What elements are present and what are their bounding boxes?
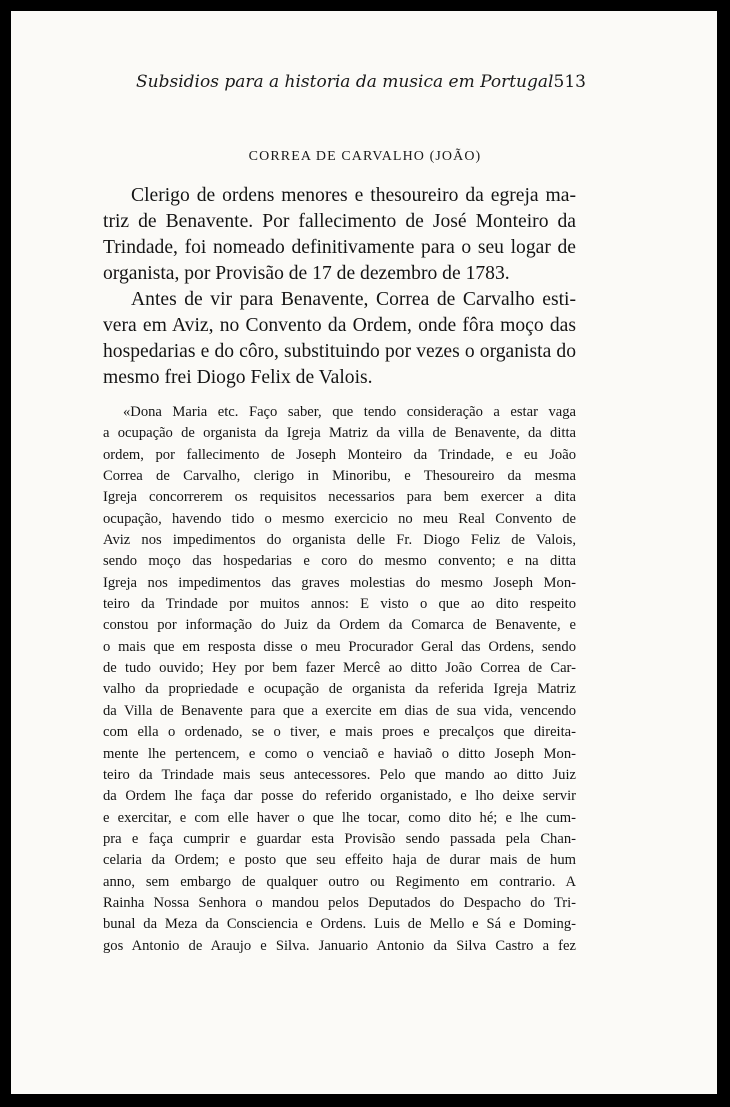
quote-line: ocupação, havendo tido o mesmo exercicio no meu Real Convento de [103, 510, 576, 527]
quote-line: da Ordem lhe faça dar posse do referido organistado, e lho deixe servir [103, 788, 576, 805]
quote-line: teiro da Trindade mais seus antecessores. Pelo que mando ao ditto Juiz [103, 766, 576, 783]
quote-line: celaria da Ordem; e posto que seu effeito haja de durar mais de hum [103, 852, 576, 869]
page-number: 513 [553, 72, 586, 92]
text-line: organista, por Provisão de 17 de dezembro de 1783. [103, 263, 510, 284]
running-header [136, 72, 586, 92]
quote-line: Rainha Nossa Senhora o mandou pelos Deputados do Despacho do Tri- [103, 894, 576, 911]
quote-line: constou por informação do Juiz da Ordem da Comarca de Benavente, e [103, 617, 576, 634]
quote-line: com ella o ordenado, se o tiver, e mais proes e precalços que direita- [103, 724, 576, 741]
quote-line: pra e faça cumprir e guardar esta Provisão sendo passada pela Chan- [103, 830, 576, 847]
quote-line: ordem, por fallecimento de Joseph Monteiro da Trindade, e eu João [103, 446, 576, 463]
quote-line: Correa de Carvalho, clerigo in Minoribu, e Thesoureiro da mesma [103, 468, 576, 485]
section-title: CORREA DE CARVALHO (JOÃO) [248, 149, 482, 164]
quote-line: gos Antonio de Araujo e Silva. Januario Antonio da Silva Castro a fez [103, 937, 576, 954]
header-title: Subsidios para a historia da musica em Portugal [136, 72, 554, 92]
quote-line: anno, sem embargo de qualquer outro ou Regimento em contrario. A [103, 873, 576, 890]
quote-line: Igreja concorrerem os requisitos necessarios para bem exercer a dita [103, 489, 576, 506]
quote-line: bunal da Meza da Consciencia e Ordens. Luis de Mello e Sá e Doming- [103, 916, 576, 933]
quote-line: sendo moço das hospedarias e coro do mesmo convento; e na ditta [103, 553, 576, 570]
quote-line: e exercitar, e com elle haver o que lhe tocar, como dito hé; e lhe cum- [103, 809, 576, 826]
quote-line: o mais que em resposta disse o meu Procurador Geral das Ordens, sendo [103, 638, 576, 655]
quote-line: da Villa de Benavente para que a exercite em dias de sua vida, vencendo [103, 702, 576, 719]
paragraph-2 [103, 287, 576, 391]
quote-line: a ocupação de organista da Igreja Matriz da villa de Benavente, da ditta [103, 425, 576, 442]
text-line: hospedarias e do côro, substituindo por vezes o organista do [103, 341, 576, 362]
body-text [103, 183, 576, 391]
quote-line: teiro da Trindade por muitos annos: E visto o que ao dito respeito [103, 596, 576, 613]
text-line: vera em Aviz, no Convento da Ordem, onde fôra moço das [103, 315, 576, 336]
text-line: triz de Benavente. Por fallecimento de José Monteiro da [103, 211, 576, 232]
quote-line: de tudo ouvido; Hey por bem fazer Mercê ao ditto João Correa de Car- [103, 660, 576, 677]
quote-line: Igreja nos impedimentos das graves molestias do mesmo Joseph Mon- [103, 574, 576, 591]
text-line: Clerigo de ordens menores e thesoureiro da egreja ma- [131, 185, 576, 206]
paragraph-1 [103, 183, 576, 287]
text-line: Antes de vir para Benavente, Correa de Carvalho esti- [131, 289, 576, 310]
text-line: Trindade, foi nomeado definitivamente para o seu logar de [103, 237, 576, 258]
quote-line: Aviz nos impedimentos do organista delle Fr. Diogo Feliz de Valois, [103, 532, 576, 549]
quote-line: mente lhe pertencem, e como o venciaõ e haviaõ o ditto Joseph Mon- [103, 745, 576, 762]
quote-line: «Dona Maria etc. Faço saber, que tendo consideração a estar vaga [123, 404, 576, 420]
text-line: mesmo frei Diogo Felix de Valois. [103, 367, 373, 388]
quoted-provision [103, 402, 576, 957]
quote-line: valho da propriedade e ocupação de organista da referida Igreja Matriz [103, 681, 576, 698]
